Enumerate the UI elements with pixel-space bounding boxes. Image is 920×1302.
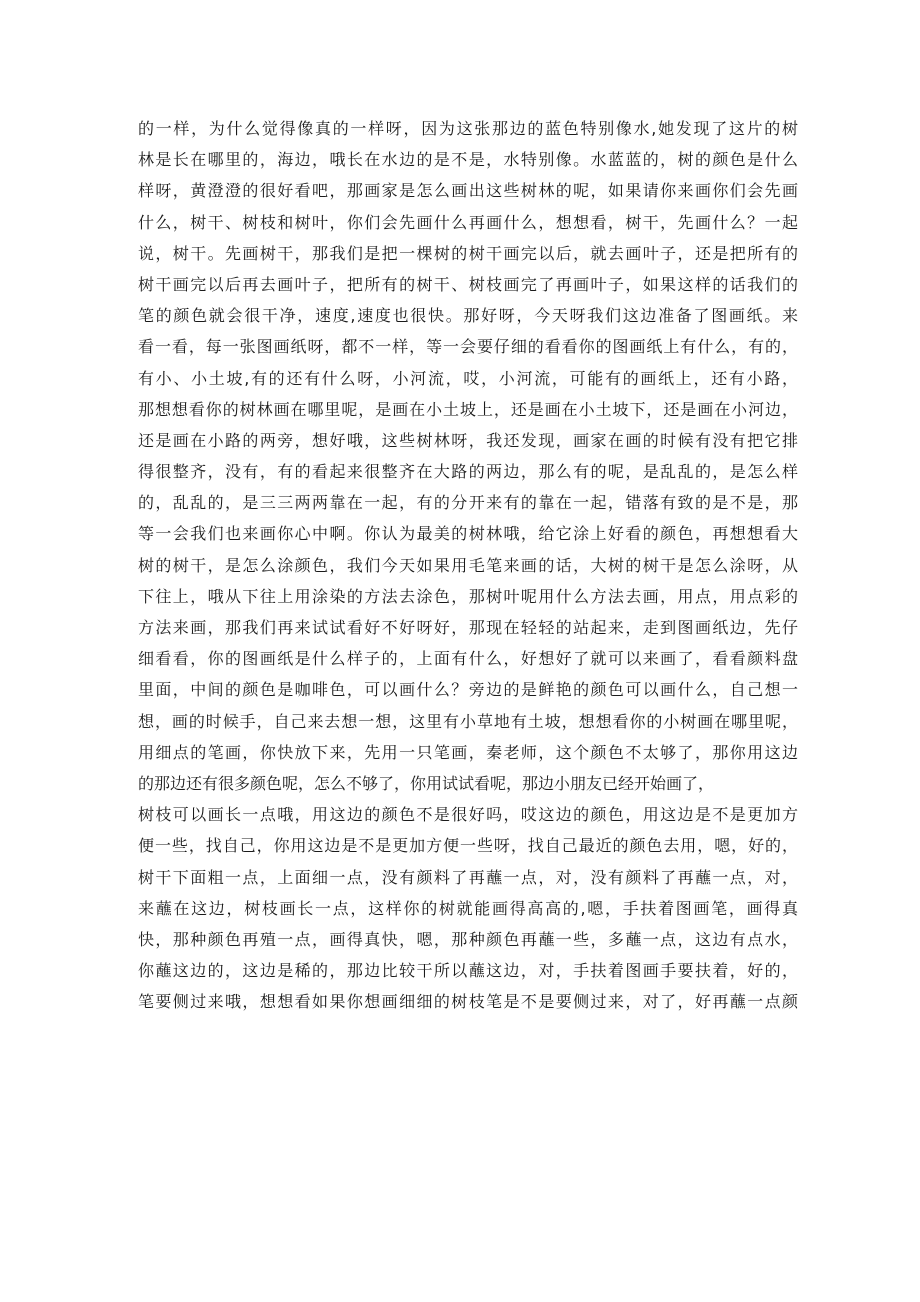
text-line: 细看看，你的图画纸是什么样子的，上面有什么，好想好了就可以来画了，看看颜料盘 [138, 649, 798, 669]
text-line: 样呀，黄澄澄的很好看吧，那画家是怎么画出这些树林的呢，如果请你来画你们会先画 [138, 181, 798, 201]
text-line: 你蘸这边的，这边是稀的，那边比较干所以蘸这边，对，手扶着图画手要扶着，好的， [138, 961, 798, 981]
text-line: 来蘸在这边，树枝画长一点，这样你的树就能画得高高的,嗯，手扶着图画笔，画得真 [138, 898, 798, 918]
text-line: 那想想看你的树林画在哪里呢，是画在小土坡上，还是画在小土坡下，还是画在小河边， [138, 399, 798, 419]
text-line: 便一些，找自己，你用这边是不是更加方便一些呀，找自己最近的颜色去用，嗯，好的， [138, 836, 798, 856]
text-line: 下往上，哦从下往上用涂染的方法去涂色，那树叶呢用什么方法去画，用点，用点彩的 [138, 586, 798, 606]
text-line: 的，乱乱的，是三三两两靠在一起，有的分开来有的靠在一起，错落有致的是不是，那 [138, 493, 798, 513]
text-line: 笔要侧过来哦，想想看如果你想画细细的树枝笔是不是要侧过来，对了，好再蘸一点颜 [138, 992, 798, 1012]
text-line: 方法来画，那我们再来试试看好不好呀好，那现在轻轻的站起来，走到图画纸边，先仔 [138, 618, 798, 637]
text-line: 树枝可以画长一点哦，用这边的颜色不是很好吗，哎这边的颜色，用这边是不是更加方 [138, 805, 798, 825]
text-line: 等一会我们也来画你心中啊。你认为最美的树林哦，给它涂上好看的颜色，再想想看大 [138, 524, 798, 544]
text-line: 用细点的笔画，你快放下来，先用一只笔画，秦老师，这个颜色不太够了，那你用这边 [138, 742, 798, 762]
text-line: 想，画的时候手，自己来去想一想，这里有小草地有土坡，想想看你的小树画在哪里呢， [138, 711, 798, 731]
text-line: 快，那种颜色再殖一点，画得真快，嗯，那种颜色再蘸一些，多蘸一点，这边有点水， [138, 929, 798, 949]
text-line: 看一看，每一张图画纸呀，都不一样，等一会要仔细的看看你的图画纸上有什么，有的， [138, 337, 798, 357]
text-line: 有小、小土坡,有的还有什么呀，小河流，哎，小河流，可能有的画纸上，还有小路， [138, 368, 798, 388]
text-line: 树干下面粗一点，上面细一点，没有颜料了再蘸一点，对，没有颜料了再蘸一点，对， [138, 867, 798, 887]
text-line: 树干画完以后再去画叶子，把所有的树干、树枝画完了再画叶子，如果这样的话我们的 [138, 274, 798, 294]
text-line: 还是画在小路的两旁，想好哦，这些树林呀，我还发现，画家在画的时候有没有把它排 [138, 430, 798, 450]
text-line: 说，树干。先画树干，那我们是把一棵树的树干画完以后，就去画叶子，还是把所有的 [138, 243, 798, 263]
text-line: 笔的颜色就会很干净，速度,速度也很快。那好呀，今天呀我们这边准备了图画纸。来 [138, 306, 798, 326]
text-line: 什么，树干、树枝和树叶，你们会先画什么再画什么，想想看，树干，先画什么？一起 [138, 212, 798, 232]
text-line: 的一样，为什么觉得像真的一样呀，因为这张那边的蓝色特别像水,她发现了这片的树 [138, 119, 798, 138]
text-line: 里面，中间的颜色是咖啡色，可以画什么？旁边的是鲜艳的颜色可以画什么，自己想一 [138, 680, 798, 700]
body-text [138, 113, 798, 1017]
text-line: 林是长在哪里的，海边，哦长在水边的是不是，水特别像。水蓝蓝的，树的颜色是什么 [138, 150, 798, 170]
text-line: 的那边还有很多颜色呢，怎么不够了，你用试试看呢，那边小朋友已经开始画了， [138, 773, 715, 793]
text-line: 得很整齐，没有，有的看起来很整齐在大路的两边，那么有的呢，是乱乱的，是怎么样 [138, 462, 798, 482]
text-line: 树的树干，是怎么涂颜色，我们今天如果用毛笔来画的话，大树的树干是怎么涂呀，从 [138, 555, 798, 575]
